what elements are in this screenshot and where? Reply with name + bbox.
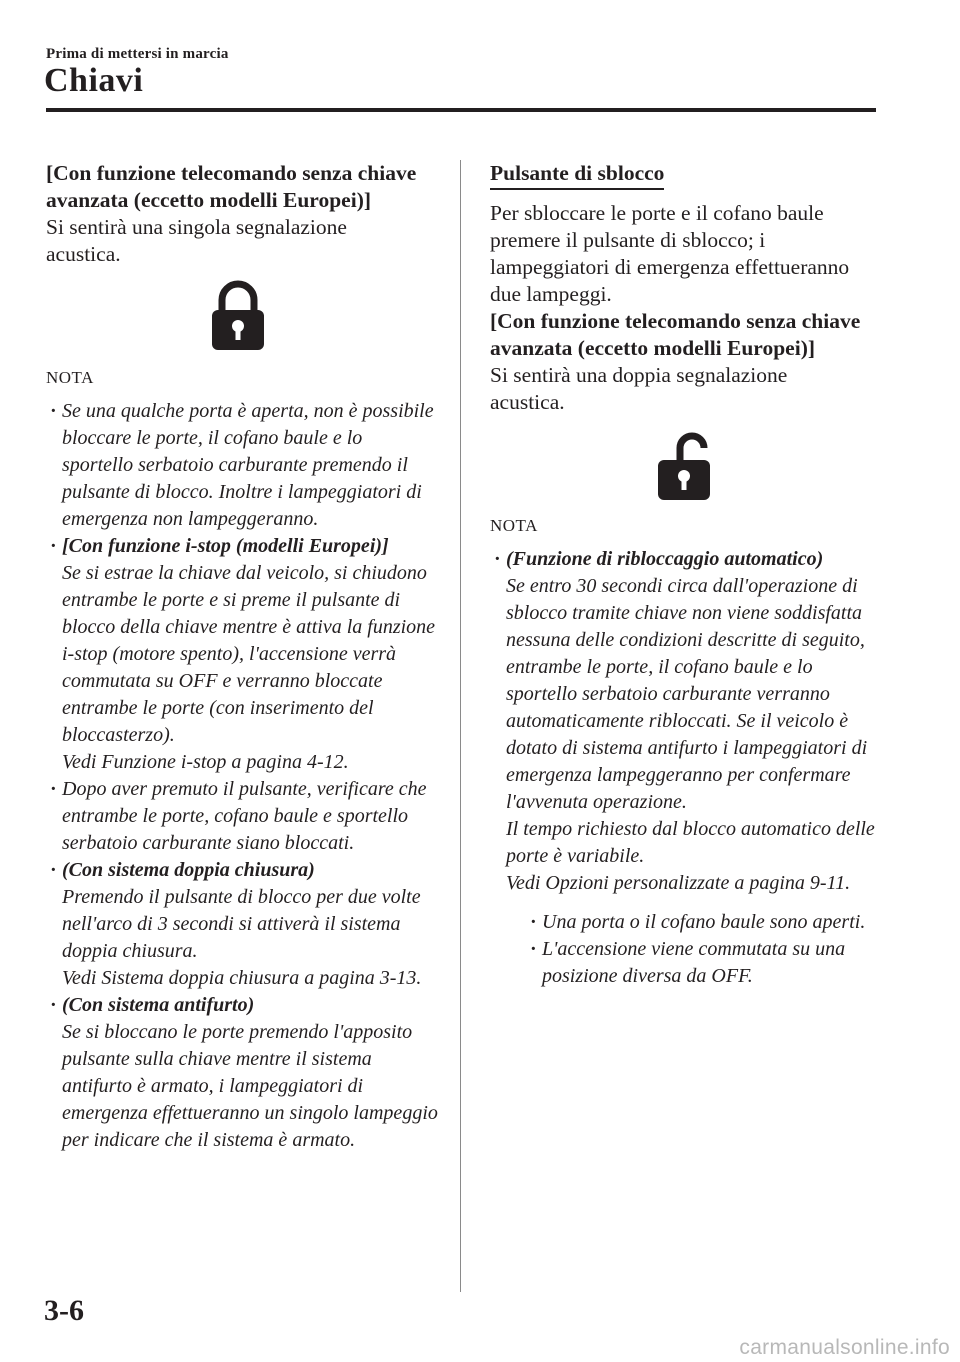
note-item: · (Con sistema doppia chiusura) Premendo il pulsante di blocco per due volte nell'arco di 3 secondi si attiverà il sistema doppia chiusura. Vedi Sistema doppia chiusura a pagina 3-13.	[46, 857, 438, 992]
locked-padlock-icon	[210, 280, 266, 352]
page-reference: Vedi Opzioni personalizzate a pagina 9-11.	[506, 872, 851, 894]
unlock-figure	[490, 416, 882, 512]
note-item: · (Con sistema antifurto) Se si bloccano le porte premendo l'apposito pulsante sulla chiave mentre il sistema antifurto è armato, i lampeggiatori di emergenza effettueranno un singolo lampeggio per indicare che il sistema è armato.	[46, 992, 438, 1154]
unlock-intro: Per sbloccare le porte e il cofano baule premere il pulsante di sblocco; i lampeggiatori di emergenza effettueranno due lampeggi.	[490, 201, 850, 306]
note-title: · [Con funzione i-stop (modelli Europei)]	[62, 535, 389, 557]
note-item: · Dopo aver premuto il pulsante, verificare che entrambe le porte, cofano baule e sportello serbatoio carburante siano bloccati.	[46, 776, 438, 857]
note-title: · (Con sistema doppia chiusura)	[62, 859, 315, 881]
keyless-heading-line-1: [Con funzione telecomando senza chiave	[46, 161, 417, 185]
page-title: Chiavi	[44, 62, 144, 99]
page-number: 3-6	[44, 1294, 84, 1327]
keyless-heading-line-1: [Con funzione telecomando senza chiave	[490, 309, 861, 333]
lock-figure	[46, 268, 438, 364]
nota-label: NOTA	[490, 516, 538, 535]
sub-note-item: · L'accensione viene commutata su una posizione diversa da OFF.	[526, 936, 882, 990]
watermark: carmanualsonline.info	[739, 1336, 950, 1359]
note-item: · [Con funzione i-stop (modelli Europei)] Se si estrae la chiave dal veicolo, si chiudono entrambe le porte e si preme il pulsante di blocco della chiave mentre è attiva la funzione i-stop (motore spento), l'accensione verrà commutata su OFF e verranno bloccate entrambe le porte (con inserimento del bloccasterzo). Vedi Funzione i-stop a pagina 4-12.	[46, 533, 438, 776]
note-item: · Se una qualche porta è aperta, non è possibile bloccare le porte, il cofano baule e lo sportello serbatoio carburante premendo il pulsante di blocco. Inoltre i lampeggiatori di emergenza non lampeggeranno.	[46, 398, 438, 533]
column-divider	[460, 160, 461, 1292]
page-reference: Vedi Sistema doppia chiusura a pagina 3-13.	[62, 967, 422, 989]
section-label: Prima di mettersi in marcia	[46, 46, 229, 62]
single-beep-text: Si sentirà una singola segnalazione acustica.	[46, 215, 347, 266]
page-reference: Vedi Funzione i-stop a pagina 4-12.	[62, 751, 349, 773]
left-column	[46, 160, 438, 1154]
right-column	[490, 160, 882, 990]
double-beep-text: Si sentirà una doppia segnalazione acustica.	[490, 363, 788, 414]
sub-note-item: · Una porta o il cofano baule sono aperti.	[526, 909, 882, 936]
note-title: · (Con sistema antifurto)	[62, 994, 255, 1016]
note-title: · (Funzione di ribloccaggio automatico)	[506, 548, 824, 570]
unlocked-padlock-icon	[656, 430, 712, 502]
note-list	[490, 546, 882, 990]
nota-label: NOTA	[46, 368, 94, 387]
section-heading-unlock: Pulsante di sblocco	[490, 160, 664, 190]
header-rule	[46, 108, 876, 112]
sub-note-list	[526, 909, 882, 990]
keyless-heading-line-2: avanzata (eccetto modelli Europei)]	[490, 336, 816, 360]
keyless-heading-line-2: avanzata (eccetto modelli Europei)]	[46, 188, 372, 212]
note-item: · (Funzione di ribloccaggio automatico) Se entro 30 secondi circa dall'operazione di sblocco tramite chiave non viene soddisfatta nessuna delle condizioni descritte di seguito, entrambe le porte, il cofano baule e lo sportello serbatoio carburante verranno automaticamente ribloccati. Se il veicolo è dotato di sistema antifurto i lampeggiatori di emergenza lampeggeranno per confermare l'avvenuta operazione. Il tempo richiesto dal blocco automatico delle porte è variabile. Vedi Opzioni personalizzate a pagina 9-11. · Una porta o il cofano baule sono aperti. · L'accensione viene commutata su una posizione diversa da OFF.	[490, 546, 882, 990]
note-list	[46, 398, 438, 1154]
